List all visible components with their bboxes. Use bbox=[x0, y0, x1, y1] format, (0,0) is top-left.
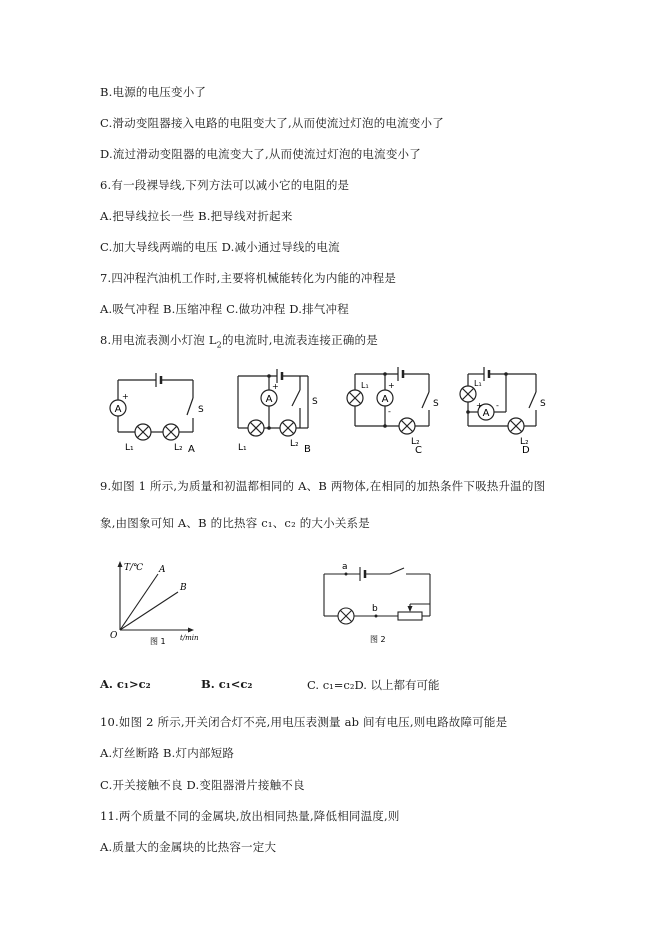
ca-meter: A bbox=[114, 404, 122, 415]
fig1-ylabel: T/℃ bbox=[124, 563, 144, 573]
q9-option-a: A. c₁>c₂ bbox=[100, 677, 151, 691]
fig2-caption: 图 2 bbox=[370, 635, 386, 644]
fig1-caption: 图 1 bbox=[150, 637, 166, 646]
cc-minus: - bbox=[388, 407, 391, 416]
question-7: 7.四冲程汽油机工作时,主要将机械能转化为内能的冲程是 bbox=[100, 271, 397, 285]
question-8 bbox=[100, 332, 378, 349]
fig1-line-b: B bbox=[180, 583, 187, 593]
q11-option-a: A.质量大的金属块的比热容一定大 bbox=[100, 840, 277, 854]
cb-plus: + bbox=[272, 382, 279, 391]
circuit-b bbox=[232, 366, 332, 456]
cb-meter: A bbox=[265, 394, 273, 405]
question-10: 10.如图 2 所示,开关闭合灯不亮,用电压表测量 ab 间有电压,则电路故障可能是 bbox=[100, 715, 508, 729]
cd-l1: L₁ bbox=[474, 379, 482, 388]
circuit-c bbox=[343, 364, 443, 456]
cc-letter: C bbox=[415, 445, 422, 456]
cd-minus: - bbox=[496, 401, 499, 410]
q8-text-post: 的电流时,电流表连接正确的是 bbox=[221, 333, 378, 347]
q9-option-b: B. c₁<c₂ bbox=[201, 677, 253, 691]
fig1-xlabel: t/min bbox=[180, 634, 199, 642]
question-9: 9.如图 1 所示,为质量和初温都相同的 A、B 两物体,在相同的加热条件下吸热升温的图 bbox=[100, 479, 546, 493]
circuit-a bbox=[108, 370, 208, 458]
line-c-rheostat: C.滑动变阻器接入电路的电阻变大了,从而使流过灯泡的电流变小了 bbox=[100, 116, 444, 130]
ca-s: S bbox=[198, 405, 204, 415]
cc-plus: + bbox=[388, 381, 395, 390]
cc-s: S bbox=[433, 399, 439, 409]
fig1-line-a: A bbox=[159, 565, 166, 575]
q7-options: A.吸气冲程 B.压缩冲程 C.做功冲程 D.排气冲程 bbox=[100, 302, 349, 316]
figure-2 bbox=[318, 560, 438, 650]
q8-text-pre: 8.用电流表测小灯泡 L bbox=[100, 333, 217, 347]
ca-l2: L₂ bbox=[174, 443, 183, 453]
fig2-a: a bbox=[342, 562, 348, 572]
cd-plus: + bbox=[476, 401, 483, 410]
question-6: 6.有一段裸导线,下列方法可以减小它的电阻的是 bbox=[100, 178, 350, 192]
q6-options-ab: A.把导线拉长一些 B.把导线对折起来 bbox=[100, 209, 293, 223]
line-b-voltage: B.电源的电压变小了 bbox=[100, 85, 207, 99]
cd-letter: D bbox=[522, 445, 530, 456]
q9-option-cd: C. c₁=c₂D. 以上都有可能 bbox=[307, 678, 440, 692]
cb-s: S bbox=[312, 397, 318, 407]
q10-options-cd: C.开关接触不良 D.变阻器滑片接触不良 bbox=[100, 778, 305, 792]
question-9-cont: 象,由图象可知 A、B 的比热容 c₁、c₂ 的大小关系是 bbox=[100, 516, 370, 530]
fig1-origin: O bbox=[110, 631, 118, 641]
question-11: 11.两个质量不同的金属块,放出相同热量,降低相同温度,则 bbox=[100, 809, 400, 823]
q8-sub: 2 bbox=[216, 340, 222, 350]
figure-1 bbox=[108, 558, 218, 648]
ca-plus: + bbox=[122, 392, 129, 401]
cb-letter: B bbox=[304, 444, 311, 455]
cc-l2: L₂ bbox=[411, 437, 420, 447]
cb-l1: L₁ bbox=[238, 443, 247, 453]
cd-meter: A bbox=[482, 408, 490, 419]
fig2-b: b bbox=[372, 604, 378, 614]
cc-l1: L₁ bbox=[361, 381, 369, 390]
q10-options-ab: A.灯丝断路 B.灯内部短路 bbox=[100, 746, 235, 760]
cd-s: S bbox=[540, 399, 546, 409]
cb-l2: L₂ bbox=[290, 439, 299, 449]
cc-meter: A bbox=[381, 394, 389, 405]
ca-l1: L₁ bbox=[125, 443, 134, 453]
q6-options-cd: C.加大导线两端的电压 D.减小通过导线的电流 bbox=[100, 240, 340, 254]
line-d-current: D.流过滑动变阻器的电流变大了,从而使流过灯泡的电流变小了 bbox=[100, 147, 421, 161]
cd-l2: L₂ bbox=[520, 437, 529, 447]
circuit-d bbox=[456, 364, 556, 456]
ca-letter: A bbox=[188, 444, 195, 455]
